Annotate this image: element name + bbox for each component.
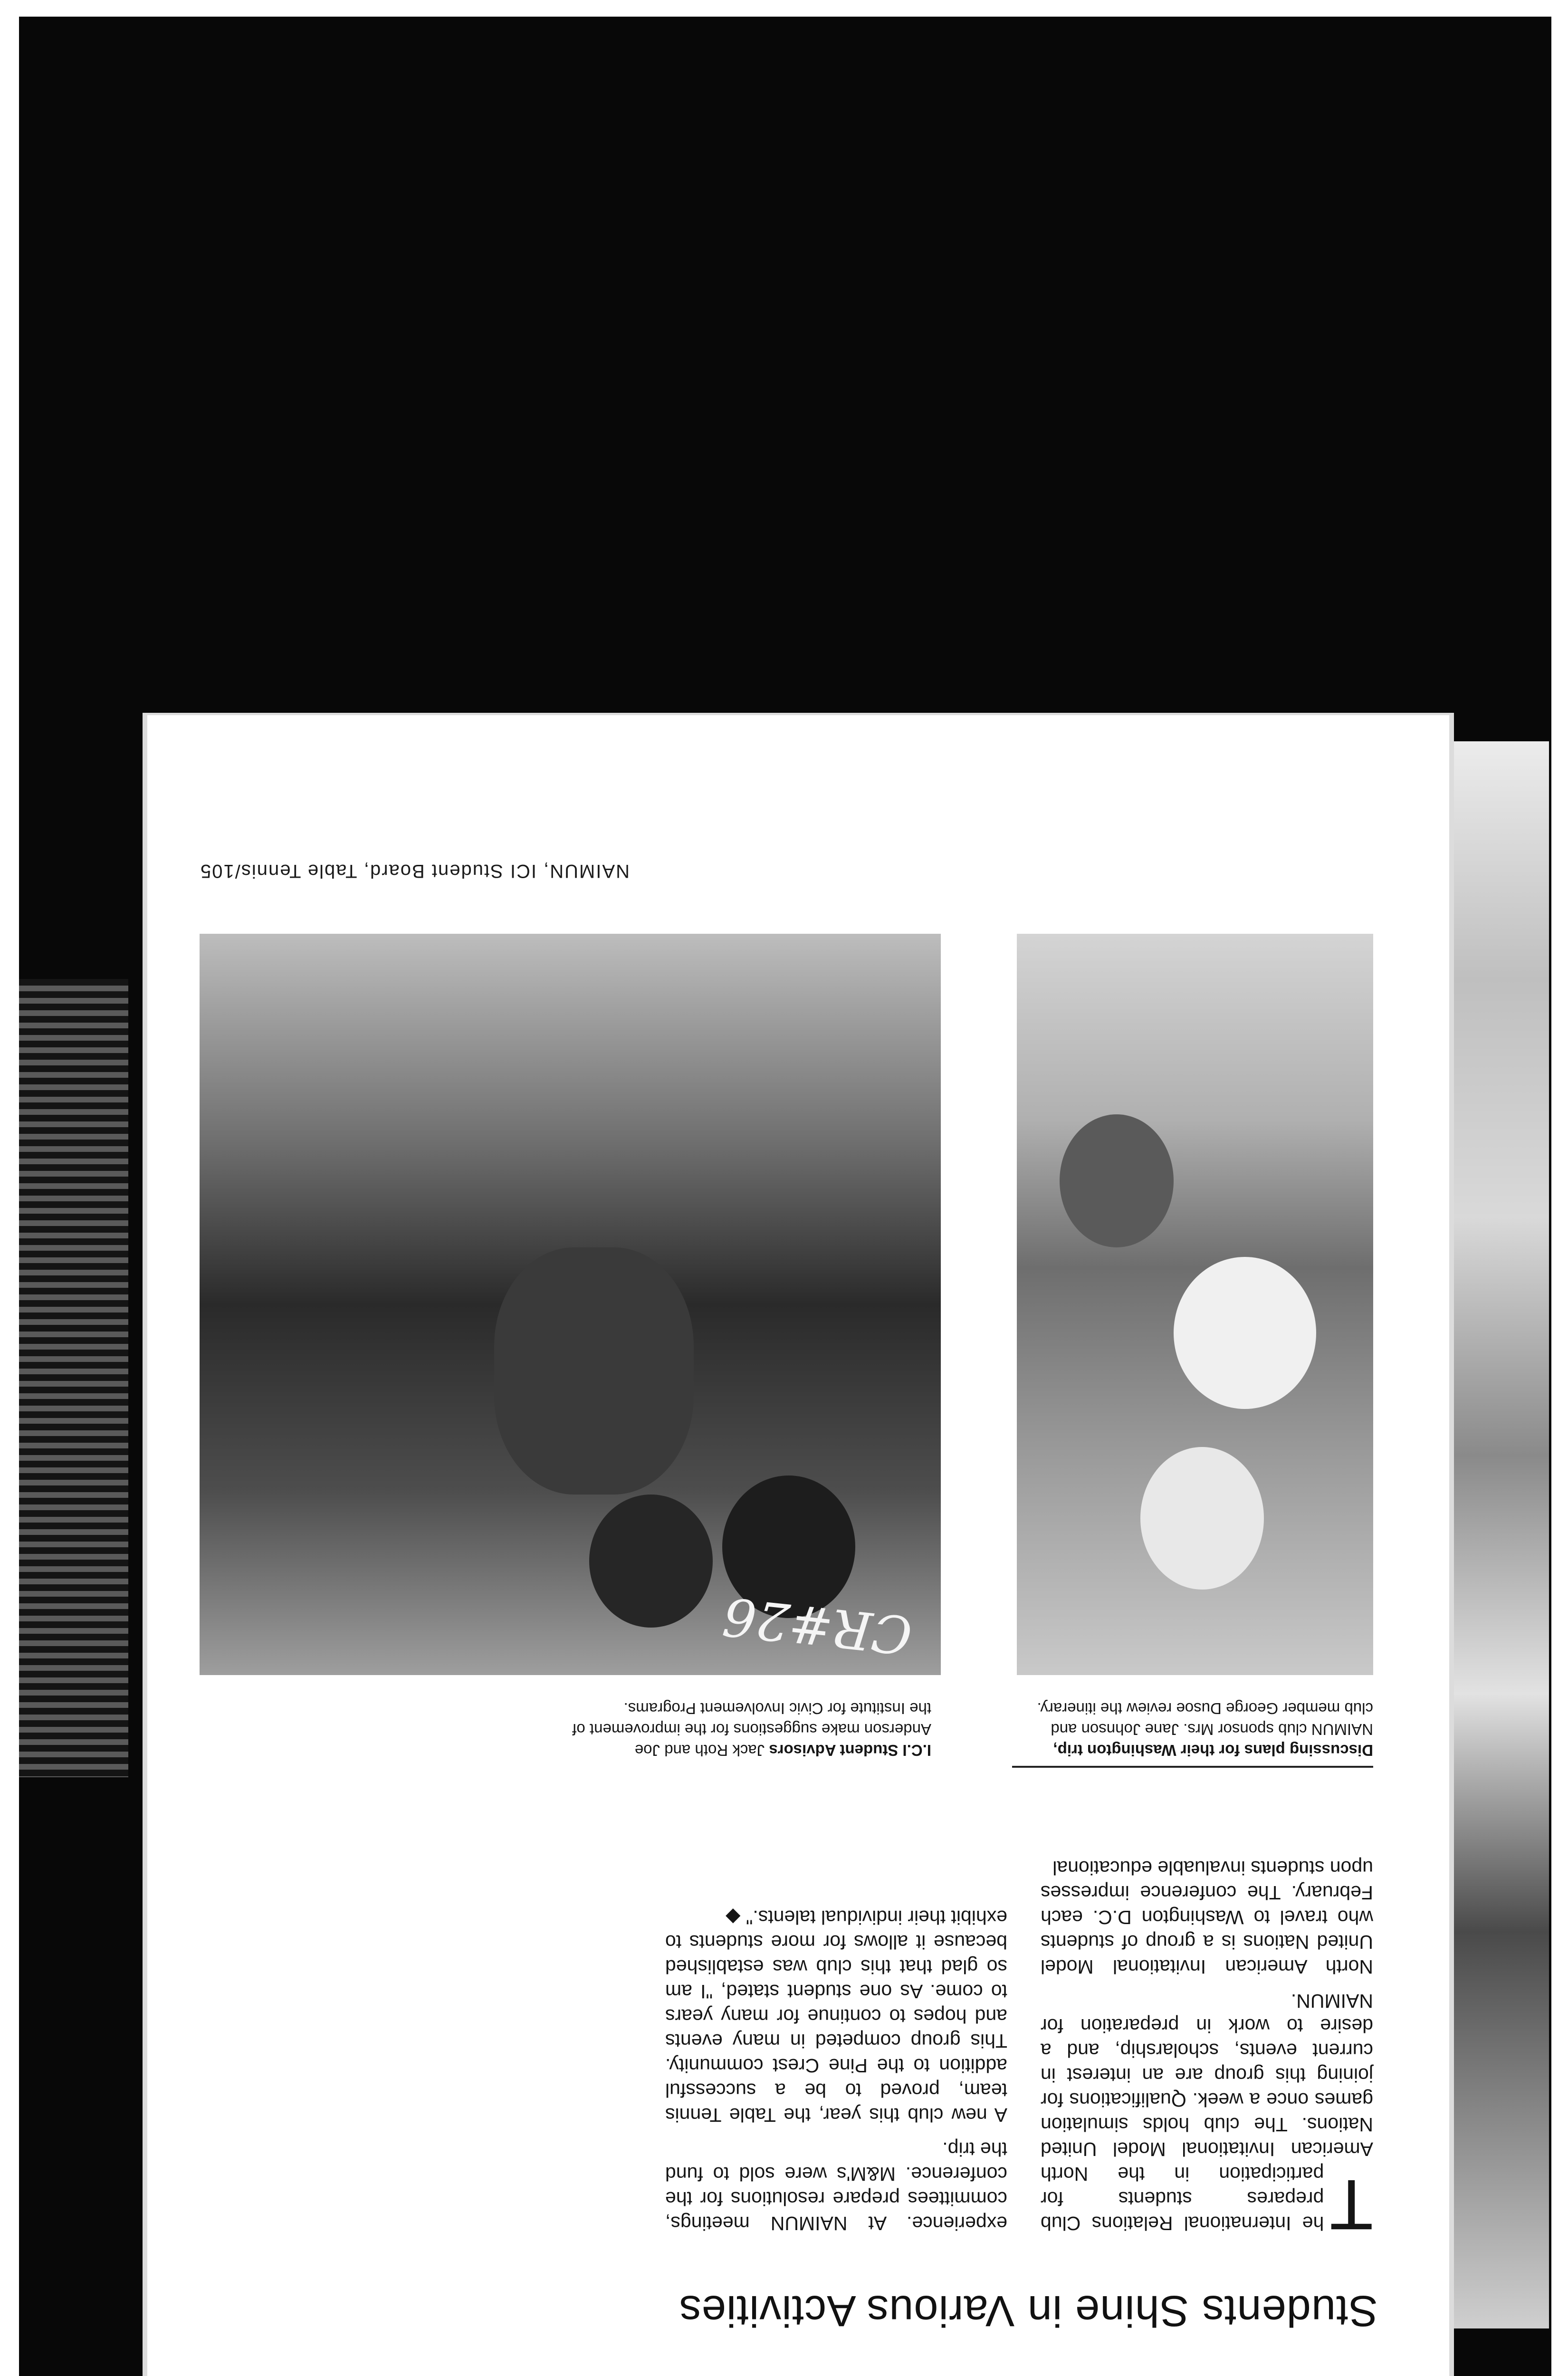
caption-middle-text: Jack Roth and Joe Anderson make suggestions for the improvement of the Institute for Civic Involvement Programs. [572,1700,931,1759]
page-footer: NAIMUN, ICI Student Board, Table Tennis/105 [200,861,630,881]
paragraph-2: North American Invitational Model United Nations is a group of students who travel to Washington D.C. each February. The conference impresses upon students invaluable educational [1041,1857,1373,1978]
adjacent-page-edge [1551,741,1568,2376]
body-column-left [1041,1846,1373,2245]
caption-left [1031,1698,1373,1761]
yearbook-page [147,715,1449,2376]
caption-divider [1012,1766,1373,1768]
paragraph-3: experience. At NAIMUN meetings, committees prepare resolutions for the conference. M&M's were sold to fund the trip. [665,2138,1007,2234]
photo-naimun-meeting [1017,934,1373,1675]
photo-handwritten-notation: CR#26 [720,1585,915,1666]
caption-middle [570,1698,931,1761]
body-column-middle [665,1896,1007,2236]
adjacent-page-strip [1449,741,1549,2328]
drop-cap: T [1329,2165,1373,2245]
paragraph-4: A new club this year, the Table Tennis team, proved to be a successful addition to the Pine Crest community. This group competed in many events and hopes to continue for many years to come. As one student stated, "I am so glad that this club was established because it allows for more students to exhibit their individual talents." ◆ [665,1907,1007,2126]
page-headline: Students Shine in Various Activities [679,2287,1378,2335]
binder-stripes [19,979,128,1777]
caption-left-lead: Discussing plans for their Washington trip, [1053,1742,1373,1759]
paragraph-1: T he International Relations Club prepares students for participation in the North American Invitational Model United Nations. The club holds simulation games once a week. Qualifications for joining this group are an interest in current events, scholarship, and a desire to work in preparation for NAIMUN. [1041,1990,1373,2245]
caption-left-text: NAIMUN club sponsor Mrs. Jane Johnson and club member George Dusoe review the itinerary. [1037,1700,1373,1738]
end-mark-icon: ◆ [725,1907,741,1928]
photo-ici-advisors [200,934,941,1675]
caption-middle-lead: I.C.I Student Advisors [769,1742,931,1759]
